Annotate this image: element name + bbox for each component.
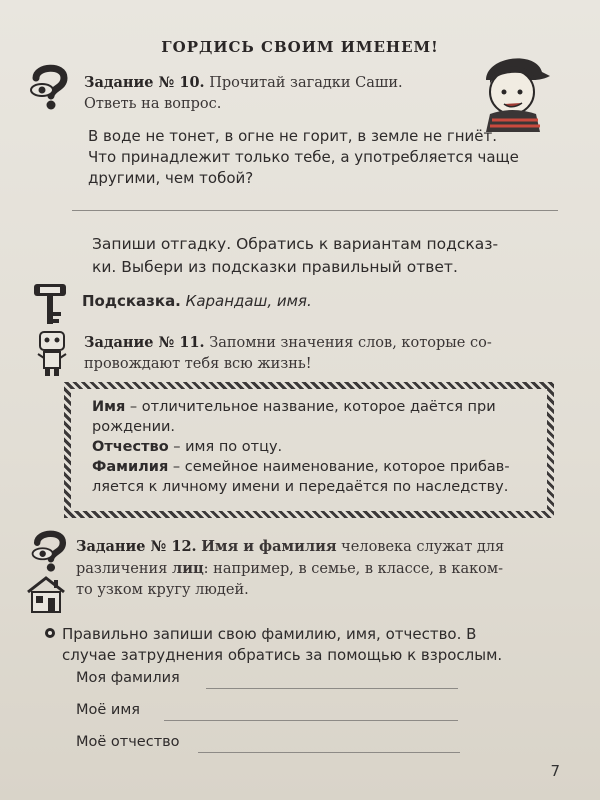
write-line-2: ки. Выбери из подсказки правильный ответ. <box>92 258 458 276</box>
task12-text-3: то узком кругу людей. <box>76 582 249 598</box>
hint-text: Карандаш, имя. <box>185 292 312 310</box>
page-number: 7 <box>550 762 560 780</box>
key-icon <box>30 282 70 326</box>
def-name-2: рождении. <box>92 419 176 435</box>
task11-heading <box>84 332 558 375</box>
task10-riddle <box>88 126 558 189</box>
surname-input-line[interactable] <box>206 688 458 689</box>
task12-highlight: Имя и фамилия <box>201 538 337 555</box>
hint-line <box>82 292 312 310</box>
name-input-line[interactable] <box>164 720 458 721</box>
task12-text-2-bold: лиц <box>171 560 204 577</box>
def-surname-2: ляется к личному имени и передаётся по наследству. <box>92 479 509 495</box>
patronymic-input-line[interactable] <box>198 752 460 753</box>
robot-character-icon <box>34 328 70 378</box>
task10-heading <box>84 72 444 115</box>
page-title: ГОРДИСЬ СВОИМ ИМЕНЕМ! <box>161 38 439 56</box>
instr-line-1: Правильно запиши свою фамилию, имя, отчество. В <box>62 625 477 643</box>
task11-number: Задание № 11. <box>84 334 205 351</box>
task12-number: Задание № 12. <box>76 538 197 555</box>
patronymic-label: Моё отчество <box>76 734 180 750</box>
riddle-line-1: В воде не тонет, в огне не горит, в земле не гниёт. <box>88 127 498 145</box>
task10-instruction-2: Ответь на вопрос. <box>84 96 222 112</box>
task12-text-1: человека служат для <box>336 539 505 555</box>
task11-text-2: провождают тебя всю жизнь! <box>84 356 312 372</box>
term-patronymic: Отчество <box>92 439 169 455</box>
house-icon <box>24 574 68 614</box>
term-surname: Фамилия <box>92 459 169 475</box>
riddle-line-2: Что принадлежит только тебе, а употребляется чаще <box>88 148 519 166</box>
task11-text-1: Запомни значения слов, которые со- <box>209 335 492 351</box>
answer-line[interactable] <box>72 210 558 211</box>
task10-instruction-1: Прочитай загадки Саши. <box>209 75 403 91</box>
name-label: Моё имя <box>76 702 140 718</box>
riddle-line-3: другими, чем тобой? <box>88 169 254 187</box>
task10-write-instruction <box>92 233 558 279</box>
definitions-text <box>92 397 542 497</box>
def-surname-1: – семейное наименование, которое прибав- <box>168 459 510 475</box>
task12-text-2b: : например, в семье, в классе, в каком- <box>203 561 504 577</box>
surname-label: Моя фамилия <box>76 670 180 686</box>
write-line-1: Запиши отгадку. Обратись к вариантам подсказ- <box>92 235 499 253</box>
hint-label: Подсказка. <box>82 292 181 310</box>
boy-illustration-icon <box>476 50 556 132</box>
def-patronymic: – имя по отцу. <box>168 439 283 455</box>
task10-number: Задание № 10. <box>84 74 205 91</box>
def-name-1: – отличительное название, которое даётся при <box>125 399 496 415</box>
instr-line-2: случае затруднения обратись за помощью к взрослым. <box>62 646 503 664</box>
question-eye-icon <box>26 62 74 112</box>
task12-heading <box>76 536 562 601</box>
task12-text-2a: различения <box>76 561 172 577</box>
task12-instruction <box>62 624 562 666</box>
bullet-icon <box>44 627 56 639</box>
term-name: Имя <box>92 399 126 415</box>
question-eye-icon <box>28 528 72 574</box>
